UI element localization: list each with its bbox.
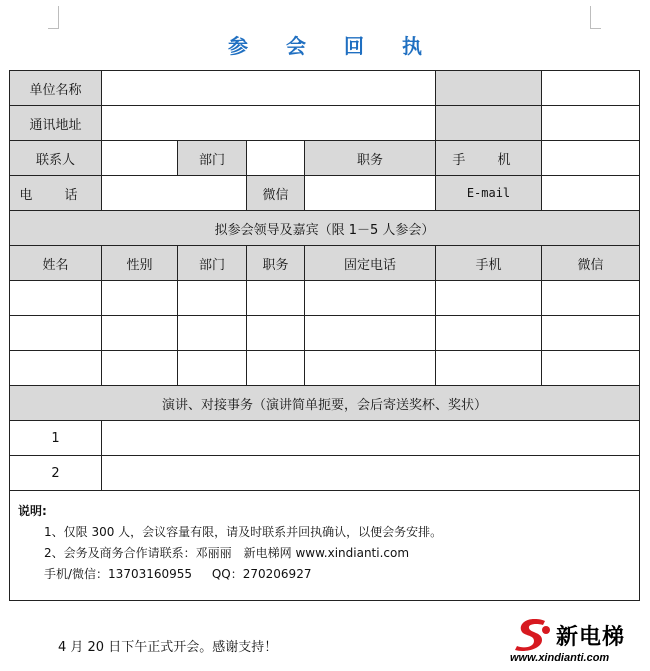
guest-cell[interactable]: [305, 351, 436, 386]
logo-mark-icon: [512, 616, 554, 652]
input-blank-1[interactable]: [542, 71, 640, 106]
input-contact[interactable]: [102, 141, 178, 176]
guest-cell[interactable]: [305, 316, 436, 351]
guest-cell[interactable]: [178, 316, 247, 351]
label-email: E-mail: [436, 176, 542, 211]
header-landline: 固定电话: [305, 246, 436, 281]
notes-contact-line: [18, 564, 639, 585]
reply-form-table: [9, 70, 640, 601]
logo-brand-text: 新电梯: [556, 625, 626, 650]
guest-cell[interactable]: [102, 316, 178, 351]
notes-phone: 手机/微信：13703160955: [44, 567, 193, 581]
guest-cell[interactable]: [10, 351, 102, 386]
guest-cell[interactable]: [542, 351, 640, 386]
guest-cell[interactable]: [10, 281, 102, 316]
guest-cell[interactable]: [247, 351, 305, 386]
blank-gray-cell: [436, 71, 542, 106]
speech-section-title: 演讲、对接事务（演讲简单扼要，会后寄送奖杯、奖状）: [10, 386, 640, 421]
notes-line-2: 2、会务及商务合作请联系：邓丽丽 新电梯网 www.xindianti.com: [44, 546, 410, 560]
guest-row: [10, 316, 640, 351]
guest-cell[interactable]: [247, 281, 305, 316]
header-dept: 部门: [178, 246, 247, 281]
row-guests-title: [10, 211, 640, 246]
input-blank-2[interactable]: [542, 106, 640, 141]
guest-cell[interactable]: [542, 316, 640, 351]
row-guests-header: [10, 246, 640, 281]
label-wechat: 微信: [247, 176, 305, 211]
notes-line-1: 1、仅限 300 人，会议容量有限，请及时联系并回执确认，以便会务安排。: [44, 525, 443, 539]
header-name: 姓名: [10, 246, 102, 281]
notes-cell: [10, 491, 640, 601]
blank-gray-cell: [436, 106, 542, 141]
guest-cell[interactable]: [305, 281, 436, 316]
row-org-name: [10, 71, 640, 106]
label-org-name: 单位名称: [10, 71, 102, 106]
label-position: 职务: [305, 141, 436, 176]
speech-item-input[interactable]: [102, 421, 640, 456]
document-title: 参会回执: [228, 34, 460, 58]
header-wechat: 微信: [542, 246, 640, 281]
input-phone[interactable]: [102, 176, 247, 211]
header-gender: 性别: [102, 246, 178, 281]
label-dept: 部门: [178, 141, 247, 176]
guest-row: [10, 351, 640, 386]
input-org-name[interactable]: [102, 71, 436, 106]
guest-row: [10, 281, 640, 316]
header-position: 职务: [247, 246, 305, 281]
input-wechat[interactable]: [305, 176, 436, 211]
label-address: 通讯地址: [10, 106, 102, 141]
guest-cell[interactable]: [436, 351, 542, 386]
page-corner-mark-right: [590, 6, 601, 29]
row-contact: [10, 141, 640, 176]
row-speech-title: [10, 386, 640, 421]
row-notes: [10, 491, 640, 601]
guest-cell[interactable]: [10, 316, 102, 351]
speech-item-input[interactable]: [102, 456, 640, 491]
guests-section-title: 拟参会领导及嘉宾（限 1－5 人参会）: [10, 211, 640, 246]
guest-cell[interactable]: [247, 316, 305, 351]
speech-item-number: 2: [10, 456, 102, 491]
row-address: [10, 106, 640, 141]
label-mobile: 手 机: [436, 141, 542, 176]
guest-cell[interactable]: [178, 281, 247, 316]
notes-heading: 说明:: [18, 504, 47, 518]
label-contact: 联系人: [10, 141, 102, 176]
xindianti-logo: [508, 616, 648, 668]
row-phone: [10, 176, 640, 211]
input-email[interactable]: [542, 176, 640, 211]
footer-note: 4 月 20 日下午正式开会。感谢支持！: [58, 640, 278, 655]
guest-cell[interactable]: [102, 281, 178, 316]
input-mobile[interactable]: [542, 141, 640, 176]
logo-url-text: www.xindianti.com: [510, 652, 610, 664]
speech-row: [10, 421, 640, 456]
header-mobile: 手机: [436, 246, 542, 281]
guest-cell[interactable]: [102, 351, 178, 386]
speech-item-number: 1: [10, 421, 102, 456]
guest-cell[interactable]: [436, 281, 542, 316]
label-phone: 电 话: [10, 176, 102, 211]
input-dept[interactable]: [247, 141, 305, 176]
guest-cell[interactable]: [178, 351, 247, 386]
speech-row: [10, 456, 640, 491]
page-corner-mark-left: [48, 6, 59, 29]
guest-cell[interactable]: [436, 316, 542, 351]
guest-cell[interactable]: [542, 281, 640, 316]
notes-qq: QQ：270206927: [211, 567, 312, 581]
input-address[interactable]: [102, 106, 436, 141]
